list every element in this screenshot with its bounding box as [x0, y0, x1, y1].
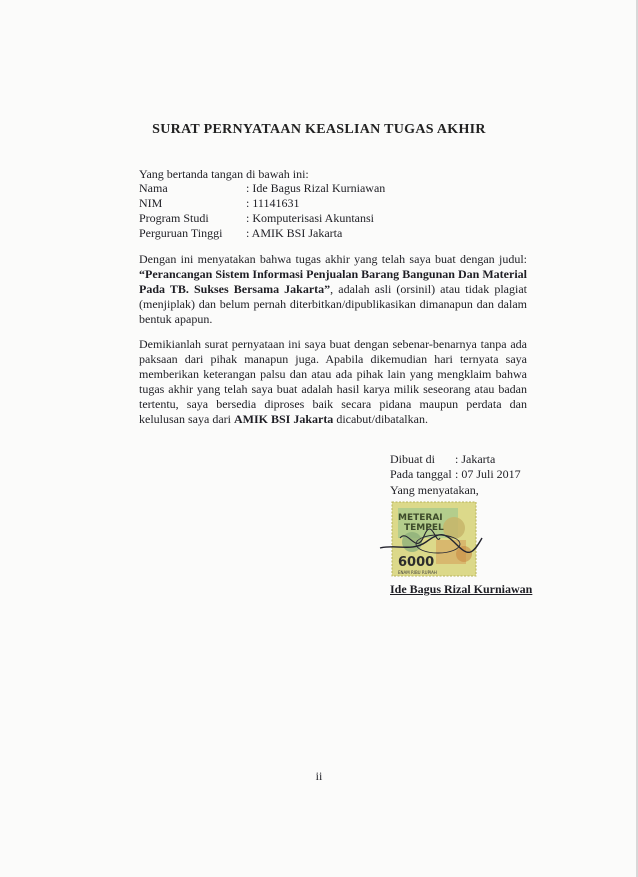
date-value: : 07 Juli 2017 [455, 467, 521, 481]
place-label: Dibuat di [390, 452, 435, 466]
para1-text-before: Dengan ini menyatakan bahwa tugas akhir yang telah saya buat dengan judul: [139, 252, 527, 266]
field-value-nim: : 11141631 [246, 196, 300, 210]
intro-text: Yang bertanda tangan di bawah ini: [139, 167, 309, 181]
field-label-nama: Nama [139, 181, 168, 195]
revenue-stamp [378, 498, 490, 580]
statement-closing: Yang menyatakan, [390, 483, 479, 497]
para1-text-after: , adalah asli (orsinil) atau tidak plagiat (menjiplak) dan belum pernah diterbitkan/dipublikasikan dimanapun dan dalam bentuk apapun. [139, 282, 527, 326]
para2-text-after: dicabut/dibatalkan. [333, 412, 428, 426]
page-number: ii [315, 769, 323, 783]
stamp-graphic [378, 498, 490, 580]
stamp-line1: METERAI [398, 513, 443, 523]
field-label-perguruan-tinggi: Perguruan Tinggi [139, 226, 223, 240]
stamp-line2: TEMPEL [404, 523, 444, 533]
signatory-name: Ide Bagus Rizal Kurniawan [390, 582, 533, 596]
date-label: Pada tanggal [390, 467, 452, 481]
field-label-program-studi: Program Studi [139, 211, 209, 225]
document-title: SURAT PERNYATAAN KEASLIAN TUGAS AKHIR [152, 122, 486, 137]
field-value-nama: : Ide Bagus Rizal Kurniawan [246, 181, 386, 195]
field-value-program-studi: : Komputerisasi Akuntansi [246, 211, 374, 225]
para2-text-before: Demikianlah surat pernyataan ini saya buat dengan sebenar-benarnya tanpa ada paksaan dari pihak manapun juga. Apabila dikemudian hari ternyata saya memberikan keterangan palsu dan atau ada pihak lain yang mengklaim bahwa tugas akhir yang telah saya buat adalah hasil karya milik seseorang atau badan tertentu, saya bersedia diproses baik secara pidana maupun perdata dan kelulusan saya dari [139, 337, 527, 426]
thesis-title: “Perancangan Sistem Informasi Penjualan Barang Bangunan Dan Material Pada TB. Sukses Bersama Jakarta” [139, 267, 527, 296]
statement-paragraph [139, 337, 527, 427]
place-value: : Jakarta [455, 452, 496, 466]
field-label-nim: NIM [139, 196, 163, 210]
stamp-amount: 6000 [398, 555, 435, 570]
stamp-words: ENAM RIBU RUPIAH [398, 570, 437, 575]
field-value-perguruan-tinggi: : AMIK BSI Jakarta [246, 226, 343, 240]
declaration-paragraph [139, 252, 527, 327]
institution-name: AMIK BSI Jakarta [233, 412, 334, 426]
